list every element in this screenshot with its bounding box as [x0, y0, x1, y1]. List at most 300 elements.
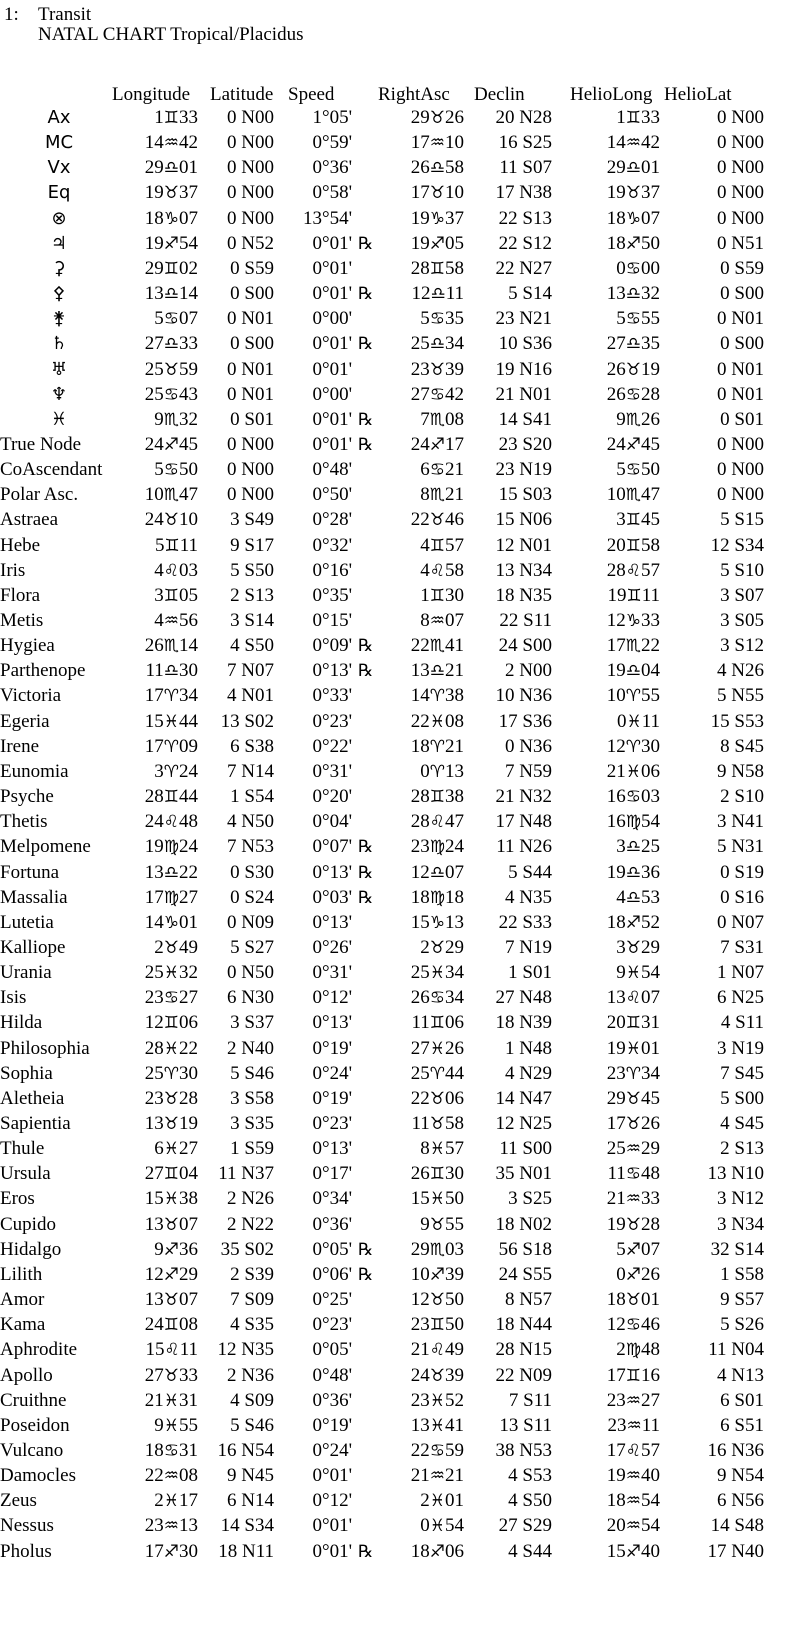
speed-cell: 0°32'	[312, 534, 352, 556]
rightasc-cell-degrees: 14	[410, 685, 430, 707]
body-name: True Node	[0, 433, 82, 455]
heliolat-cell: 4 N26	[717, 660, 764, 682]
latitude-cell: 3 S37	[230, 1012, 274, 1034]
heliolong-cell-minutes: 07	[641, 987, 660, 1009]
declination-cell: 11 N26	[496, 836, 552, 858]
speed-cell: 0°36'	[312, 157, 352, 179]
rightasc-cell	[376, 1388, 464, 1414]
longitude-cell-minutes: 33	[179, 1364, 198, 1386]
rightasc-cell-degrees: 0	[420, 760, 430, 782]
heliolong-cell-degrees: 0	[616, 710, 627, 732]
latitude-cell: 4 S35	[230, 1314, 274, 1336]
heliolong-cell-degrees: 0	[616, 257, 626, 279]
latitude-cell: 6 N14	[227, 1490, 274, 1512]
rightasc-cell	[376, 1161, 464, 1187]
longitude-cell-minutes: 04	[179, 1163, 198, 1185]
zodiac-sign-icon: ♉	[429, 183, 445, 204]
table-row	[0, 1363, 800, 1389]
heliolong-cell	[572, 533, 660, 559]
heliolong-cell	[572, 256, 660, 282]
table-row	[0, 457, 800, 483]
retrograde-icon: ℞	[358, 1239, 374, 1260]
declination-cell: 13 N34	[495, 559, 552, 581]
longitude-cell-degrees: 24	[144, 433, 164, 455]
heliolat-cell: 5 S10	[720, 559, 764, 581]
longitude-cell-degrees: 22	[144, 1465, 164, 1487]
longitude-cell-degrees: 19	[144, 232, 164, 254]
heliolong-cell	[572, 1539, 660, 1565]
zodiac-sign-icon: ♑	[625, 208, 641, 229]
speed-cell: 0°31'	[312, 962, 352, 984]
zodiac-sign-icon: ♏	[429, 409, 445, 430]
zodiac-sign-icon: ♌	[163, 812, 179, 833]
latitude-cell: 2 N26	[227, 1188, 274, 1210]
speed-cell: 0°50'	[312, 484, 352, 506]
longitude-cell	[104, 1513, 198, 1539]
rightasc-cell	[376, 910, 464, 936]
heliolong-cell	[572, 558, 660, 584]
rightasc-cell-minutes: 34	[445, 987, 464, 1009]
latitude-cell: 11 N37	[218, 1163, 274, 1185]
table-row	[0, 1111, 800, 1137]
rightasc-cell-minutes: 55	[445, 1213, 464, 1235]
longitude-cell-degrees: 25	[144, 358, 164, 380]
declination-cell: 15 S03	[498, 484, 552, 506]
table-row	[0, 709, 800, 735]
rightasc-cell	[376, 1237, 464, 1263]
heliolong-cell-degrees: 17	[606, 1439, 626, 1461]
zodiac-sign-icon: ♈	[163, 761, 179, 782]
zodiac-sign-icon: ♒	[625, 1139, 641, 1160]
longitude-cell-minutes: 56	[179, 610, 198, 631]
longitude-cell	[104, 507, 198, 533]
rightasc-cell-degrees: 27	[410, 1037, 430, 1059]
zodiac-sign-icon: ♍	[429, 837, 445, 858]
table-row	[0, 1438, 800, 1464]
declination-cell: 11 S07	[499, 157, 552, 179]
rightasc-cell-degrees: 25	[410, 962, 430, 984]
rightasc-cell	[376, 885, 464, 911]
col-heliolat: HelioLat	[664, 84, 732, 105]
heliolong-cell	[572, 1136, 660, 1162]
longitude-cell-degrees: 27	[144, 333, 164, 355]
zodiac-sign-icon: ♐	[163, 1264, 179, 1285]
rightasc-cell-minutes: 01	[445, 1490, 464, 1512]
heliolong-cell-degrees: 15	[606, 1540, 626, 1562]
heliolat-cell: 12 S34	[710, 534, 764, 556]
zodiac-sign-icon: ♎	[625, 284, 641, 305]
latitude-cell: 0 N00	[227, 157, 274, 179]
heliolong-cell-minutes: 37	[641, 182, 660, 204]
longitude-cell	[104, 1186, 198, 1212]
heliolat-cell: 16 N36	[707, 1439, 764, 1461]
zodiac-sign-icon: ♏	[163, 409, 179, 430]
heliolat-cell: 0 N00	[717, 182, 764, 204]
longitude-cell-minutes: 34	[179, 685, 198, 707]
rightasc-cell	[376, 507, 464, 533]
body-glyph-icon: MC	[44, 132, 74, 154]
rightasc-cell-minutes: 50	[445, 1188, 464, 1210]
declination-cell: 8 N57	[505, 1289, 552, 1311]
zodiac-sign-icon: ♉	[163, 937, 179, 958]
latitude-cell: 12 N35	[217, 1339, 274, 1361]
rightasc-cell-minutes: 26	[445, 107, 464, 128]
table-row	[0, 1086, 800, 1112]
heliolat-cell: 3 S12	[720, 635, 764, 657]
zodiac-sign-icon: ♋	[625, 1164, 641, 1185]
body-name: Philosophia	[0, 1037, 90, 1059]
latitude-cell: 1 S59	[230, 1138, 274, 1160]
longitude-cell-minutes: 47	[179, 484, 198, 506]
longitude-cell	[104, 860, 198, 886]
table-row	[0, 231, 800, 257]
longitude-cell	[104, 885, 198, 911]
speed-cell: 0°23'	[312, 1113, 352, 1134]
heliolong-cell-minutes: 01	[641, 1289, 660, 1311]
rightasc-cell-minutes: 37	[445, 207, 464, 229]
latitude-cell: 0 N00	[227, 132, 274, 154]
heliolat-cell: 7 S31	[720, 936, 764, 958]
latitude-cell: 3 S58	[230, 1087, 274, 1109]
table-row	[0, 281, 800, 307]
latitude-cell: 7 N07	[227, 660, 274, 682]
heliolat-cell: 3 N34	[717, 1213, 764, 1235]
longitude-cell-degrees: 19	[144, 836, 164, 858]
longitude-cell	[104, 960, 198, 986]
zodiac-sign-icon: ♎	[625, 837, 641, 858]
zodiac-sign-icon: ♉	[429, 1088, 445, 1109]
latitude-cell: 2 S39	[230, 1263, 274, 1285]
table-row	[0, 1463, 800, 1489]
body-name: Flora	[0, 584, 41, 606]
longitude-cell-degrees: 2	[154, 1490, 164, 1512]
rightasc-cell-degrees: 13	[410, 1414, 430, 1436]
declination-cell: 22 S33	[498, 911, 552, 933]
heliolat-cell: 9 N54	[717, 1465, 764, 1487]
rightasc-cell	[376, 809, 464, 835]
rightasc-cell	[376, 1010, 464, 1036]
longitude-cell-minutes: 50	[179, 459, 198, 481]
heliolong-cell	[572, 1513, 660, 1539]
longitude-cell-minutes: 30	[179, 1540, 198, 1562]
longitude-cell-minutes: 14	[179, 283, 198, 305]
heliolat-cell: 0 N51	[717, 232, 764, 254]
table-row	[0, 834, 800, 860]
rightasc-cell-degrees: 17	[410, 182, 430, 204]
longitude-cell-degrees: 25	[144, 1062, 164, 1084]
zodiac-sign-icon: ♓	[625, 761, 641, 782]
zodiac-sign-icon: ♓	[163, 1189, 179, 1210]
rightasc-cell	[376, 1513, 464, 1539]
zodiac-sign-icon: ♉	[429, 937, 445, 958]
longitude-cell	[104, 1086, 198, 1112]
speed-cell: 0°13'	[312, 660, 352, 682]
zodiac-sign-icon: ♓	[163, 1491, 179, 1512]
declination-cell: 4 S44	[508, 1540, 552, 1562]
speed-cell: 0°22'	[312, 735, 352, 757]
zodiac-sign-icon: ♊	[429, 535, 445, 556]
longitude-cell	[104, 1036, 198, 1062]
zodiac-sign-icon: ♉	[163, 1114, 179, 1134]
longitude-cell	[104, 1010, 198, 1036]
longitude-cell-minutes: 27	[179, 987, 198, 1009]
longitude-cell	[104, 834, 198, 860]
declination-cell: 19 N16	[495, 358, 552, 380]
zodiac-sign-icon: ♏	[429, 636, 445, 657]
zodiac-sign-icon: ♋	[625, 258, 641, 279]
longitude-cell-minutes: 28	[179, 1087, 198, 1109]
zodiac-sign-icon: ♉	[163, 510, 179, 531]
zodiac-sign-icon: ♑	[429, 208, 445, 229]
longitude-cell-minutes: 33	[179, 107, 198, 128]
heliolat-cell: 5 S15	[720, 509, 764, 531]
rightasc-cell-degrees: 24	[410, 1364, 430, 1386]
heliolong-cell-degrees: 23	[606, 1389, 626, 1411]
zodiac-sign-icon: ♎	[163, 334, 179, 355]
speed-cell: 0°19'	[312, 1037, 352, 1059]
zodiac-sign-icon: ♉	[625, 1088, 641, 1109]
heliolong-cell-degrees: 25	[606, 1138, 626, 1160]
zodiac-sign-icon: ♋	[625, 787, 641, 808]
table-row	[0, 960, 800, 986]
latitude-cell: 9 N45	[227, 1465, 274, 1487]
longitude-cell-minutes: 11	[179, 1339, 198, 1361]
heliolong-cell-minutes: 26	[641, 408, 660, 430]
rightasc-cell-minutes: 03	[445, 1238, 464, 1260]
speed-cell: 0°01'	[312, 1515, 352, 1537]
latitude-cell: 0 N00	[227, 433, 274, 455]
body-name: Damocles	[0, 1465, 76, 1487]
speed-cell: 0°23'	[312, 1314, 352, 1336]
body-glyph-icon: ⚵	[52, 308, 66, 330]
rightasc-cell-minutes: 08	[445, 710, 464, 732]
zodiac-sign-icon: ♐	[625, 912, 641, 933]
heliolat-cell: 1 N07	[717, 962, 764, 984]
longitude-cell	[104, 910, 198, 936]
rightasc-cell-degrees: 4	[420, 559, 430, 581]
zodiac-sign-icon: ♉	[163, 359, 179, 380]
heliolong-cell	[572, 331, 660, 357]
rightasc-cell	[376, 1212, 464, 1238]
zodiac-sign-icon: ♐	[625, 1541, 641, 1562]
zodiac-sign-icon: ♊	[625, 535, 641, 556]
rightasc-cell-degrees: 23	[410, 1314, 430, 1336]
heliolat-cell: 15 S53	[710, 710, 764, 732]
heliolong-cell	[572, 734, 660, 760]
zodiac-sign-icon: ♈	[429, 761, 445, 782]
longitude-cell-minutes: 19	[179, 1113, 198, 1134]
heliolong-cell-minutes: 48	[641, 1163, 660, 1185]
declination-cell: 23 S20	[498, 433, 552, 455]
latitude-cell: 0 S00	[230, 283, 274, 305]
heliolong-cell-degrees: 19	[606, 1213, 626, 1235]
zodiac-sign-icon: ♋	[429, 384, 445, 405]
zodiac-sign-icon: ♓	[429, 1516, 445, 1537]
heliolat-cell: 0 S00	[720, 333, 764, 355]
zodiac-sign-icon: ♊	[163, 1013, 179, 1034]
longitude-cell-minutes: 31	[179, 1389, 198, 1411]
rightasc-cell-minutes: 13	[445, 760, 464, 782]
rightasc-cell-degrees: 23	[410, 358, 430, 380]
zodiac-sign-icon: ♎	[163, 284, 179, 305]
heliolat-cell: 0 S59	[720, 257, 764, 279]
rightasc-cell-minutes: 26	[445, 1037, 464, 1059]
heliolong-cell	[572, 1488, 660, 1514]
rightasc-cell-degrees: 21	[410, 1465, 430, 1487]
speed-cell: 0°24'	[312, 1439, 352, 1461]
speed-cell: 0°13'	[312, 861, 352, 883]
longitude-cell-degrees: 24	[144, 509, 164, 531]
heliolong-cell-degrees: 3	[616, 936, 626, 958]
body-name: Aletheia	[0, 1087, 65, 1109]
rightasc-cell-minutes: 50	[445, 1314, 464, 1336]
table-row	[0, 658, 800, 684]
longitude-cell-minutes: 32	[179, 962, 198, 984]
heliolong-cell	[572, 1161, 660, 1187]
zodiac-sign-icon: ♊	[163, 1164, 179, 1185]
body-name: Fortuna	[0, 861, 60, 883]
retrograde-icon: ℞	[358, 862, 374, 883]
retrograde-icon: ℞	[358, 284, 374, 305]
rightasc-cell-minutes: 06	[445, 1087, 464, 1109]
rightasc-cell	[376, 1287, 464, 1313]
heliolong-cell	[572, 809, 660, 835]
longitude-cell-degrees: 18	[144, 207, 164, 229]
rightasc-cell-degrees: 9	[420, 1213, 430, 1235]
longitude-cell-minutes: 01	[179, 157, 198, 179]
longitude-cell-minutes: 45	[179, 433, 198, 455]
speed-cell: 0°36'	[312, 1389, 352, 1411]
heliolong-cell	[572, 457, 660, 483]
declination-cell: 56 S18	[498, 1238, 552, 1260]
rightasc-cell-minutes: 58	[445, 559, 464, 581]
heliolong-cell-degrees: 19	[607, 584, 627, 606]
zodiac-sign-icon: ♒	[625, 1516, 641, 1537]
longitude-cell-degrees: 13	[144, 283, 164, 305]
rightasc-cell-degrees: 11	[411, 1113, 430, 1134]
declination-cell: 18 N35	[495, 584, 552, 606]
heliolong-cell-degrees: 19	[606, 1037, 626, 1059]
longitude-cell-degrees: 15	[145, 1339, 165, 1361]
heliolat-cell: 3 N12	[717, 1188, 764, 1210]
longitude-cell-minutes: 32	[179, 408, 198, 430]
heliolong-cell-minutes: 07	[641, 207, 660, 229]
rightasc-cell-minutes: 58	[445, 1113, 464, 1134]
zodiac-sign-icon: ♎	[429, 334, 445, 355]
body-name: Iris	[0, 559, 26, 581]
rightasc-cell	[376, 1363, 464, 1389]
rightasc-cell	[376, 1111, 464, 1137]
rightasc-cell-minutes: 11	[445, 283, 464, 305]
longitude-cell	[104, 935, 198, 961]
rightasc-cell-degrees: 26	[410, 987, 430, 1009]
rightasc-cell-minutes: 35	[445, 308, 464, 330]
heliolong-cell-minutes: 03	[641, 786, 660, 808]
zodiac-sign-icon: ♏	[429, 485, 445, 506]
longitude-cell-degrees: 5	[154, 308, 164, 330]
rightasc-cell-degrees: 5	[420, 308, 430, 330]
heliolong-cell-minutes: 16	[641, 1364, 660, 1386]
longitude-cell-minutes: 08	[179, 1465, 198, 1487]
heliolong-cell-minutes: 47	[641, 484, 660, 506]
body-name: Hebe	[0, 534, 41, 556]
heliolong-cell-degrees: 13	[606, 283, 626, 305]
longitude-cell-minutes: 17	[179, 1490, 198, 1512]
heliolat-cell: 0 N00	[717, 132, 764, 154]
zodiac-sign-icon: ♐	[429, 233, 445, 254]
body-name: Urania	[0, 962, 52, 984]
rightasc-cell-minutes: 41	[445, 635, 464, 657]
rightasc-cell-minutes: 50	[445, 1289, 464, 1311]
rightasc-cell	[376, 583, 464, 609]
zodiac-sign-icon: ♊	[429, 585, 445, 606]
zodiac-sign-icon: ♌	[164, 1340, 180, 1361]
heliolong-cell-minutes: 52	[641, 911, 660, 933]
rightasc-cell	[376, 759, 464, 785]
rightasc-cell	[376, 860, 464, 886]
retrograde-icon: ℞	[358, 434, 374, 455]
longitude-cell-degrees: 21	[144, 1389, 164, 1411]
speed-cell: 0°01'	[312, 1465, 352, 1487]
heliolong-cell	[572, 784, 660, 810]
heliolong-cell	[572, 1363, 660, 1389]
longitude-cell-degrees: 15	[144, 710, 164, 732]
heliolong-cell-minutes: 35	[641, 333, 660, 355]
zodiac-sign-icon: ♋	[429, 988, 445, 1009]
heliolat-cell: 13 N10	[707, 1163, 764, 1185]
speed-cell: 0°58'	[312, 182, 352, 204]
rightasc-cell-degrees: 17	[410, 132, 430, 154]
heliolat-cell: 1 S58	[720, 1263, 764, 1285]
longitude-cell	[104, 533, 198, 559]
heliolat-cell: 9 N58	[717, 760, 764, 782]
rightasc-cell	[376, 784, 464, 810]
longitude-cell-minutes: 29	[179, 1263, 198, 1285]
rightasc-cell-degrees: 7	[420, 408, 430, 430]
latitude-cell: 3 S35	[230, 1113, 274, 1134]
body-glyph-icon: ♃	[50, 232, 68, 254]
body-name: Melpomene	[0, 836, 91, 858]
longitude-cell-minutes: 27	[179, 886, 198, 908]
longitude-cell-minutes: 59	[179, 358, 198, 380]
heliolong-cell-degrees: 10	[606, 484, 626, 506]
longitude-cell	[104, 1136, 198, 1162]
zodiac-sign-icon: ♑	[163, 208, 179, 229]
zodiac-sign-icon: ♊	[429, 1013, 445, 1034]
longitude-cell-minutes: 24	[179, 836, 198, 858]
heliolong-cell	[572, 357, 660, 383]
declination-cell: 14 N47	[495, 1087, 552, 1109]
heliolong-cell-degrees: 19	[606, 861, 626, 883]
latitude-cell: 0 N01	[227, 358, 274, 380]
heliolat-cell: 2 S13	[720, 1138, 764, 1160]
heliolong-cell-degrees: 19	[606, 660, 626, 682]
longitude-cell-degrees: 26	[144, 635, 164, 657]
heliolong-cell-degrees: 27	[606, 333, 626, 355]
heliolat-cell: 0 N00	[717, 157, 764, 179]
rightasc-cell-minutes: 57	[445, 1138, 464, 1160]
heliolong-cell-minutes: 28	[641, 1213, 660, 1235]
heliolong-cell	[572, 860, 660, 886]
longitude-cell-degrees: 11	[145, 660, 164, 682]
heliolong-cell-minutes: 29	[641, 936, 660, 958]
table-row	[0, 180, 800, 206]
longitude-cell-degrees: 9	[154, 1238, 164, 1260]
heliolong-cell-degrees: 3	[616, 509, 626, 531]
heliolong-cell-minutes: 00	[641, 257, 660, 279]
zodiac-sign-icon: ♌	[429, 560, 445, 581]
heliolat-cell: 5 S00	[720, 1087, 764, 1109]
